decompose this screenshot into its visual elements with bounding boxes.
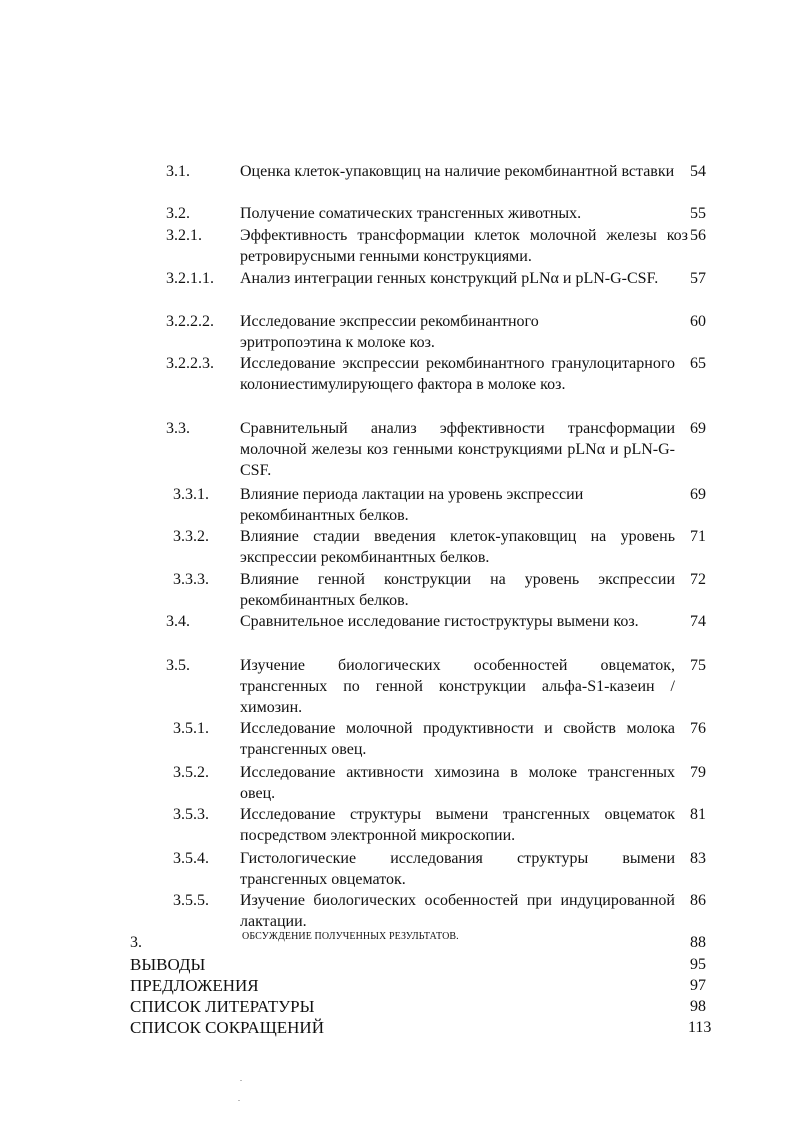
toc-page: 81 bbox=[690, 806, 706, 823]
toc-title: Изучение биологических особенностей при индуцированной лактации. bbox=[240, 892, 675, 930]
toc-number: 3.5.2. bbox=[173, 764, 209, 781]
toc-title: Исследование экспрессии рекомбинантного эритропоэтина к молоке коз. bbox=[240, 313, 539, 351]
scan-speck bbox=[240, 1080, 242, 1081]
toc-title: Влияние стадии введения клеток-упаковщиц на уровень экспрессии рекомбинантных белков. bbox=[240, 528, 675, 566]
toc-page: 88 bbox=[690, 934, 706, 951]
toc-number: 3.5.5. bbox=[173, 892, 209, 909]
toc-page: 83 bbox=[690, 850, 706, 867]
toc-page: 69 bbox=[690, 486, 706, 503]
toc-page: 86 bbox=[690, 892, 706, 909]
toc-page: 69 bbox=[690, 420, 706, 437]
toc-page: 65 bbox=[690, 355, 706, 372]
toc-number: 3.2. bbox=[166, 205, 190, 222]
toc-title: Сравнительное исследование гистоструктуры вымени коз. bbox=[240, 613, 639, 630]
toc-page: 54 bbox=[690, 163, 706, 180]
toc-page: 71 bbox=[690, 528, 706, 545]
toc-number: 3.3.2. bbox=[173, 528, 209, 545]
section-title: ВЫВОДЫ bbox=[130, 955, 206, 974]
toc-number: 3.5.3. bbox=[173, 806, 209, 823]
section-page: 97 bbox=[690, 977, 706, 994]
toc-title: Анализ интеграции генных конструкций pLNα и pLN-G-CSF. bbox=[240, 270, 659, 287]
toc-page: 75 bbox=[690, 657, 706, 674]
toc-title: Влияние генной конструкции на уровень экспрессии рекомбинантных белков. bbox=[240, 571, 675, 609]
section-page: 113 bbox=[688, 1019, 712, 1036]
toc-number: 3.5.1. bbox=[173, 720, 209, 737]
toc-number: 3.5.4. bbox=[173, 850, 209, 867]
toc-number: 3. bbox=[130, 934, 142, 951]
toc-number: 3.5. bbox=[166, 657, 190, 674]
toc-page: 72 bbox=[690, 571, 706, 588]
toc-number: 3.2.2.3. bbox=[166, 355, 214, 372]
toc-title: Исследование молочной продуктивности и свойств молока трансгенных овец. bbox=[240, 720, 675, 758]
section-title: СПИСОК ЛИТЕРАТУРЫ bbox=[130, 997, 315, 1016]
toc-page: 56 bbox=[690, 227, 706, 244]
toc-number: 3.3. bbox=[166, 420, 190, 437]
toc-page: 76 bbox=[690, 720, 706, 737]
section-title: ПРЕДЛОЖЕНИЯ bbox=[130, 976, 259, 995]
toc-title: Гистологические исследования структуры вымени трансгенных овцематок. bbox=[240, 850, 675, 888]
section-page: 98 bbox=[690, 998, 706, 1015]
toc-number: 3.3.3. bbox=[173, 571, 209, 588]
toc-number: 3.3.1. bbox=[173, 486, 209, 503]
toc-page: 79 bbox=[690, 764, 706, 781]
toc-number: 3.1. bbox=[166, 163, 190, 180]
toc-title: Эффективность трансформации клеток молочной железы коз ретровирусными генными конструкциями. bbox=[240, 227, 688, 265]
section-page: 95 bbox=[690, 956, 706, 973]
toc-number: 3.2.2.2. bbox=[166, 313, 214, 330]
toc-title: Влияние периода лактации на уровень экспрессии рекомбинантных белков. bbox=[240, 486, 584, 524]
toc-title: Оценка клеток-упаковщиц на наличие рекомбинантной вставки bbox=[240, 163, 675, 180]
toc-page: 60 bbox=[690, 313, 706, 330]
toc-page: 74 bbox=[690, 613, 706, 630]
toc-title: ОБСУЖДЕНИЕ ПОЛУЧЕННЫХ РЕЗУЛЬТАТОВ. bbox=[242, 931, 459, 942]
toc-page: 57 bbox=[690, 270, 706, 287]
toc-number: 3.4. bbox=[166, 613, 190, 630]
toc-title: Изучение биологических особенностей овцематок, трансгенных по генной конструкции альфа-S1-казеин / химозин. bbox=[240, 657, 675, 716]
toc-page: 55 bbox=[690, 205, 706, 222]
toc-title: Исследование активности химозина в молоке трансгенных овец. bbox=[240, 764, 675, 802]
toc-title: Получение соматических трансгенных животных. bbox=[240, 205, 582, 222]
toc-title: Сравнительный анализ эффективности трансформации молочной железы коз генными конструкциями pLNα и pLN-G-CSF. bbox=[240, 420, 675, 479]
section-title: СПИСОК СОКРАЩЕНИЙ bbox=[130, 1018, 324, 1037]
toc-number: 3.2.1. bbox=[166, 227, 202, 244]
toc-title: Исследование экспрессии рекомбинантного гранулоцитарного колониестимулирующего фактора в молоке коз. bbox=[240, 355, 675, 393]
toc-number: 3.2.1.1. bbox=[166, 270, 214, 287]
scan-speck bbox=[238, 1100, 240, 1101]
toc-title: Исследование структуры вымени трансгенных овцематок посредством электронной микроскопии. bbox=[240, 806, 675, 844]
